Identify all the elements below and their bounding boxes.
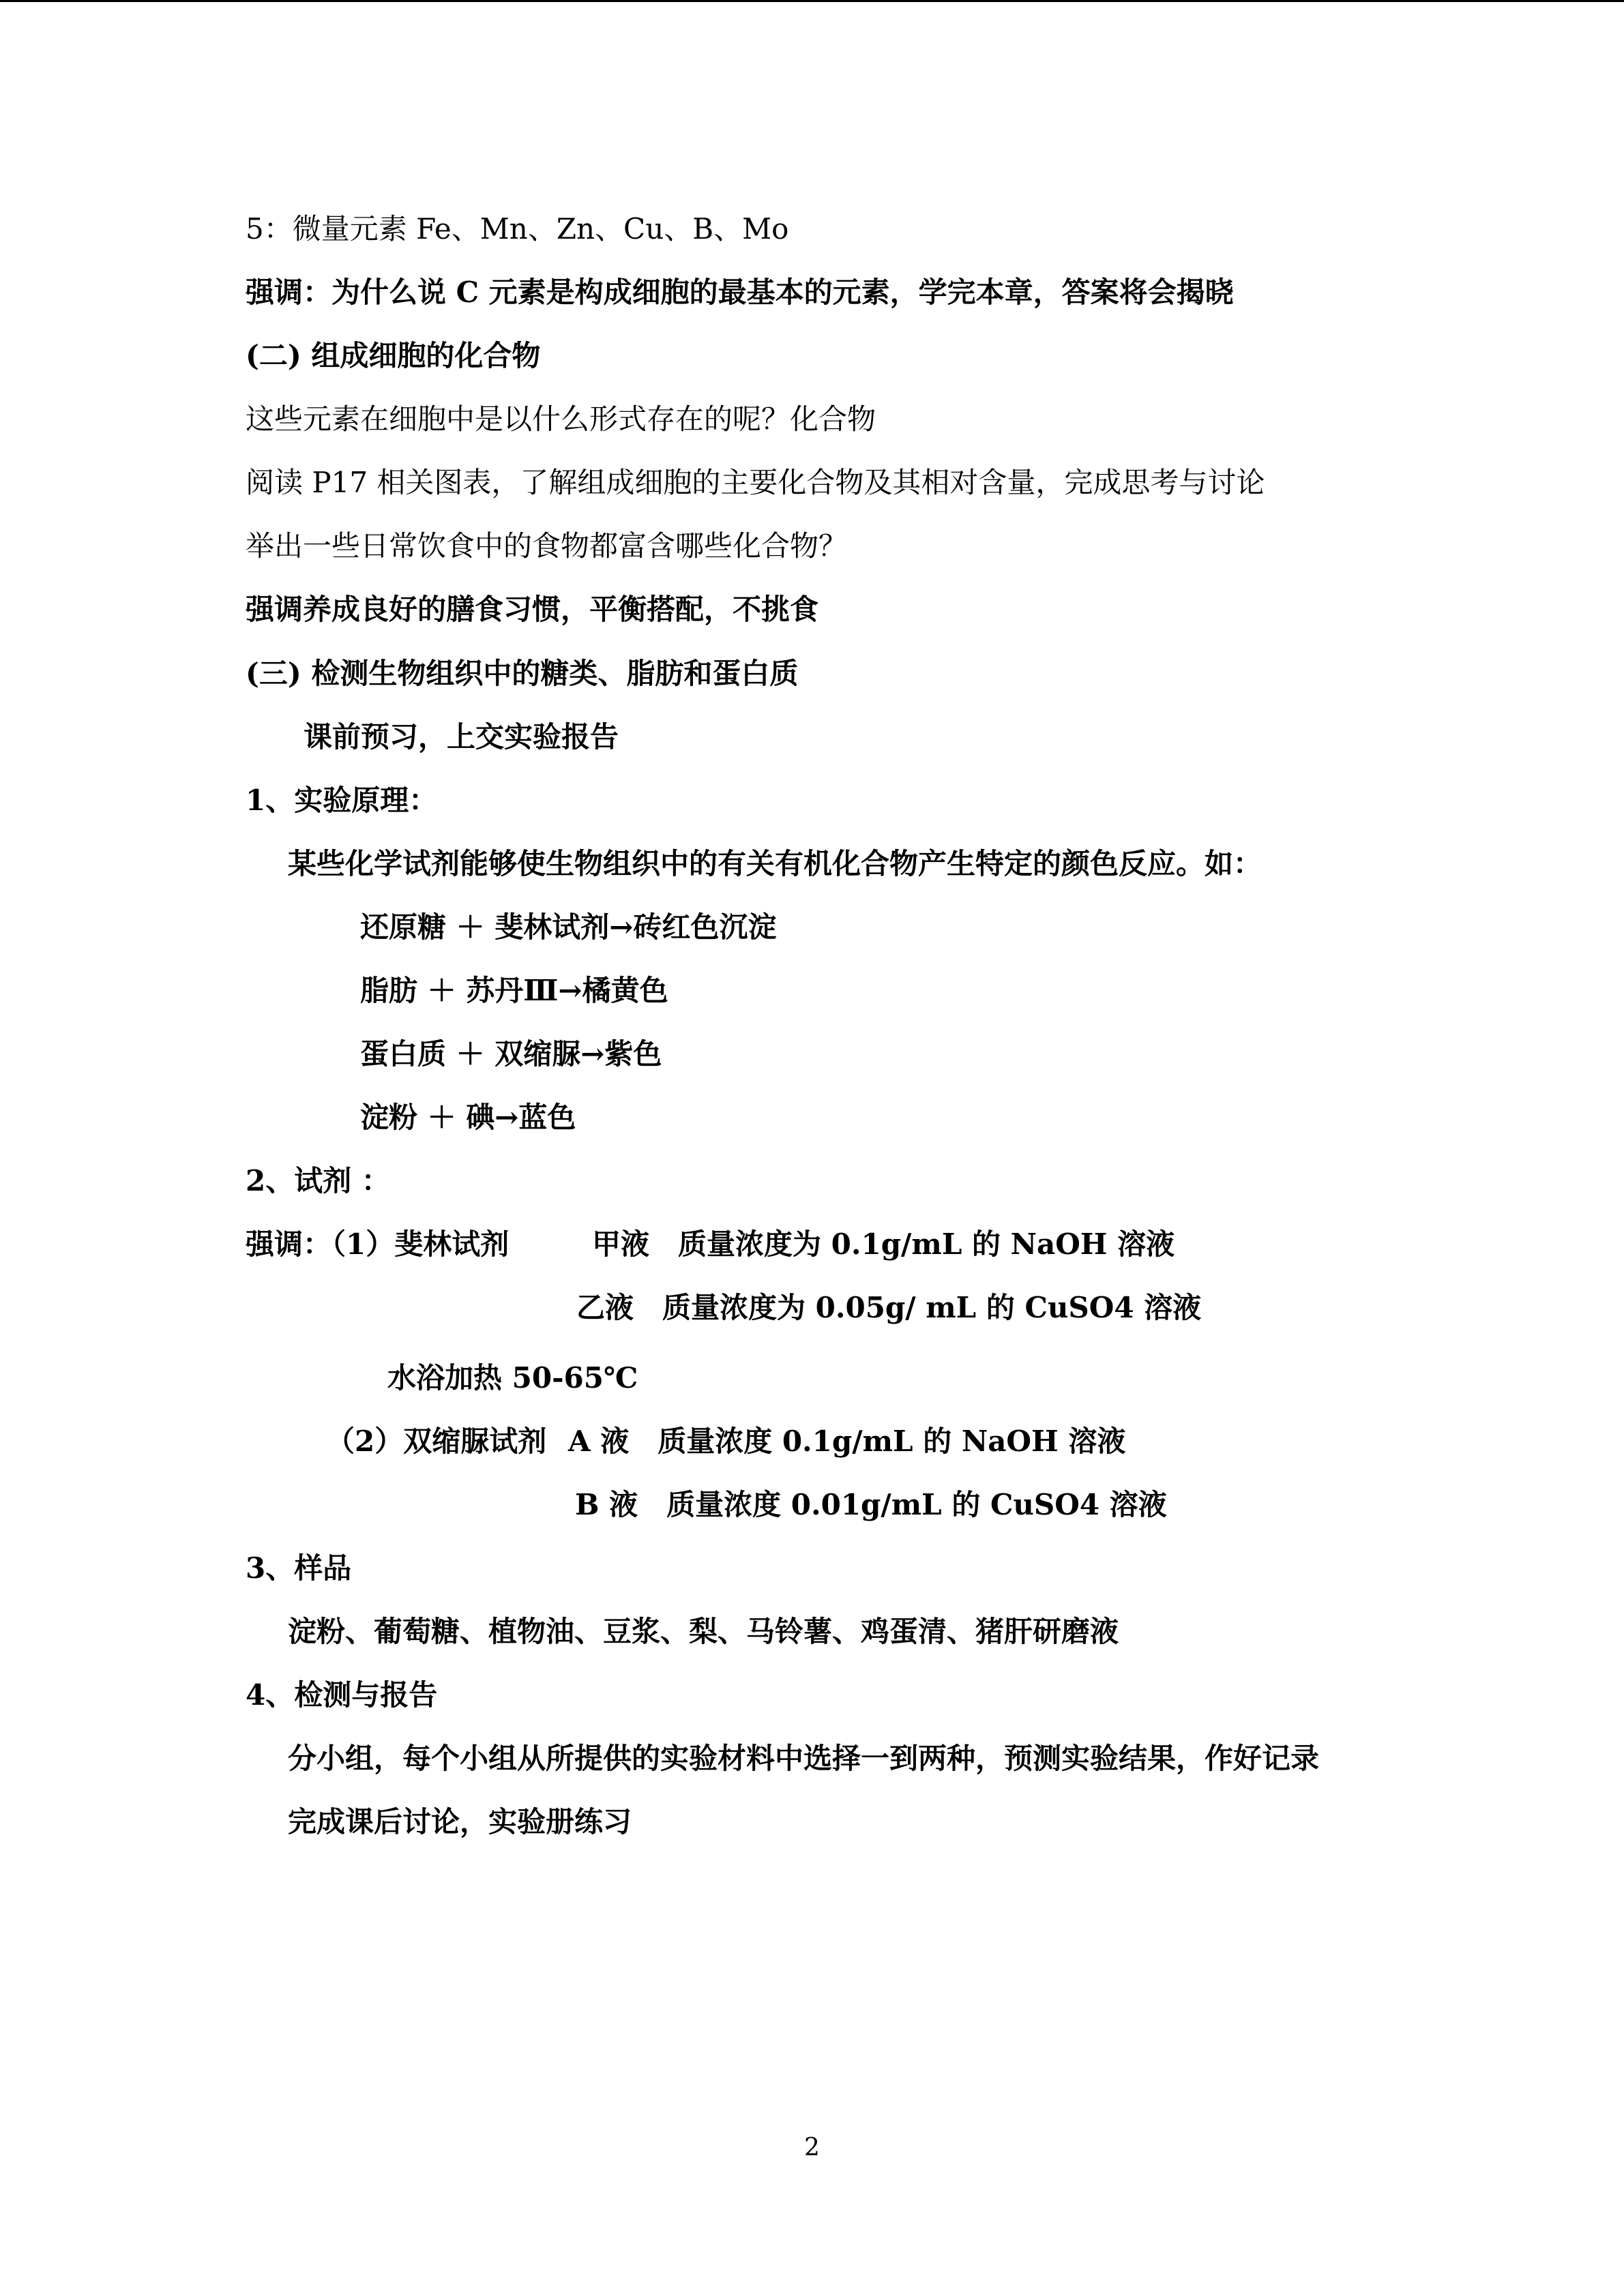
heading-reagents: 2、试剂 ： [246,1164,390,1197]
text-line-principle: 某些化学试剂能够使生物组织中的有关有机化合物产生特定的颜色反应。如： [288,847,1263,880]
text-line-homework: 完成课后讨论，实验册练习 [288,1805,632,1838]
heading-detection-report: 4、检测与报告 [246,1678,438,1712]
text-line-trace-elements: 5：微量元素 Fe、Mn、Zn、Cu、B、Mo [246,212,789,245]
top-border [0,0,1624,2]
text-line-emphasis-carbon: 强调：为什么说 C 元素是构成细胞的最基本的元素，学完本章，答案将会揭晓 [246,275,1234,309]
reaction-fat: 脂肪 ＋ 苏丹Ⅲ→橘黄色 [360,974,668,1007]
reaction-reducing-sugar: 还原糖 ＋ 斐林试剂→砖红色沉淀 [360,910,777,944]
text-line-reading: 阅读 P17 相关图表，了解组成细胞的主要化合物及其相对含量，完成思考与讨论 [246,466,1265,499]
section-heading-detection: (三) 检测生物组织中的糖类、脂肪和蛋白质 [246,657,799,690]
page-number: 2 [804,2134,820,2162]
section-heading-compounds: (二) 组成细胞的化合物 [246,339,541,372]
text-line-preview: 课前预习，上交实验报告 [304,720,619,754]
reagent-fehling-solution-a: 甲液 质量浓度为 0.1g/mL 的 NaOH 溶液 [592,1227,1175,1261]
reagent-biuret-solution-a: A 液 质量浓度 0.1g/mL 的 NaOH 溶液 [568,1425,1126,1458]
reaction-starch: 淀粉 ＋ 碘→蓝色 [360,1101,576,1134]
reaction-protein: 蛋白质 ＋ 双缩脲→紫色 [360,1037,662,1071]
reagent-water-bath: 水浴加热 50-65℃ [387,1361,638,1395]
text-line-diet-emphasis: 强调养成良好的膳食习惯，平衡搭配，不挑食 [246,593,819,626]
reagent-biuret-solution-b: B 液 质量浓度 0.01g/mL 的 CuSO4 溶液 [575,1488,1167,1521]
text-line-groups: 分小组，每个小组从所提供的实验材料中选择一到两种，预测实验结果，作好记录 [288,1742,1320,1775]
heading-principle: 1、实验原理： [246,784,438,817]
text-line-food-question: 举出一些日常饮食中的食物都富含哪些化合物？ [246,529,848,563]
reagent-biuret-label: （2）双缩脲试剂 [326,1425,547,1458]
reagent-fehling-label: 强调：（1）斐林试剂 [246,1227,510,1261]
reagent-fehling-solution-b: 乙液 质量浓度为 0.05g/ mL 的 CuSO4 溶液 [576,1291,1202,1324]
text-line-samples: 淀粉、葡萄糖、植物油、豆浆、梨、马铃薯、鸡蛋清、猪肝研磨液 [288,1615,1119,1648]
heading-samples: 3、样品 [246,1551,352,1585]
text-line-forms: 这些元素在细胞中是以什么形式存在的呢？化合物 [246,402,876,436]
